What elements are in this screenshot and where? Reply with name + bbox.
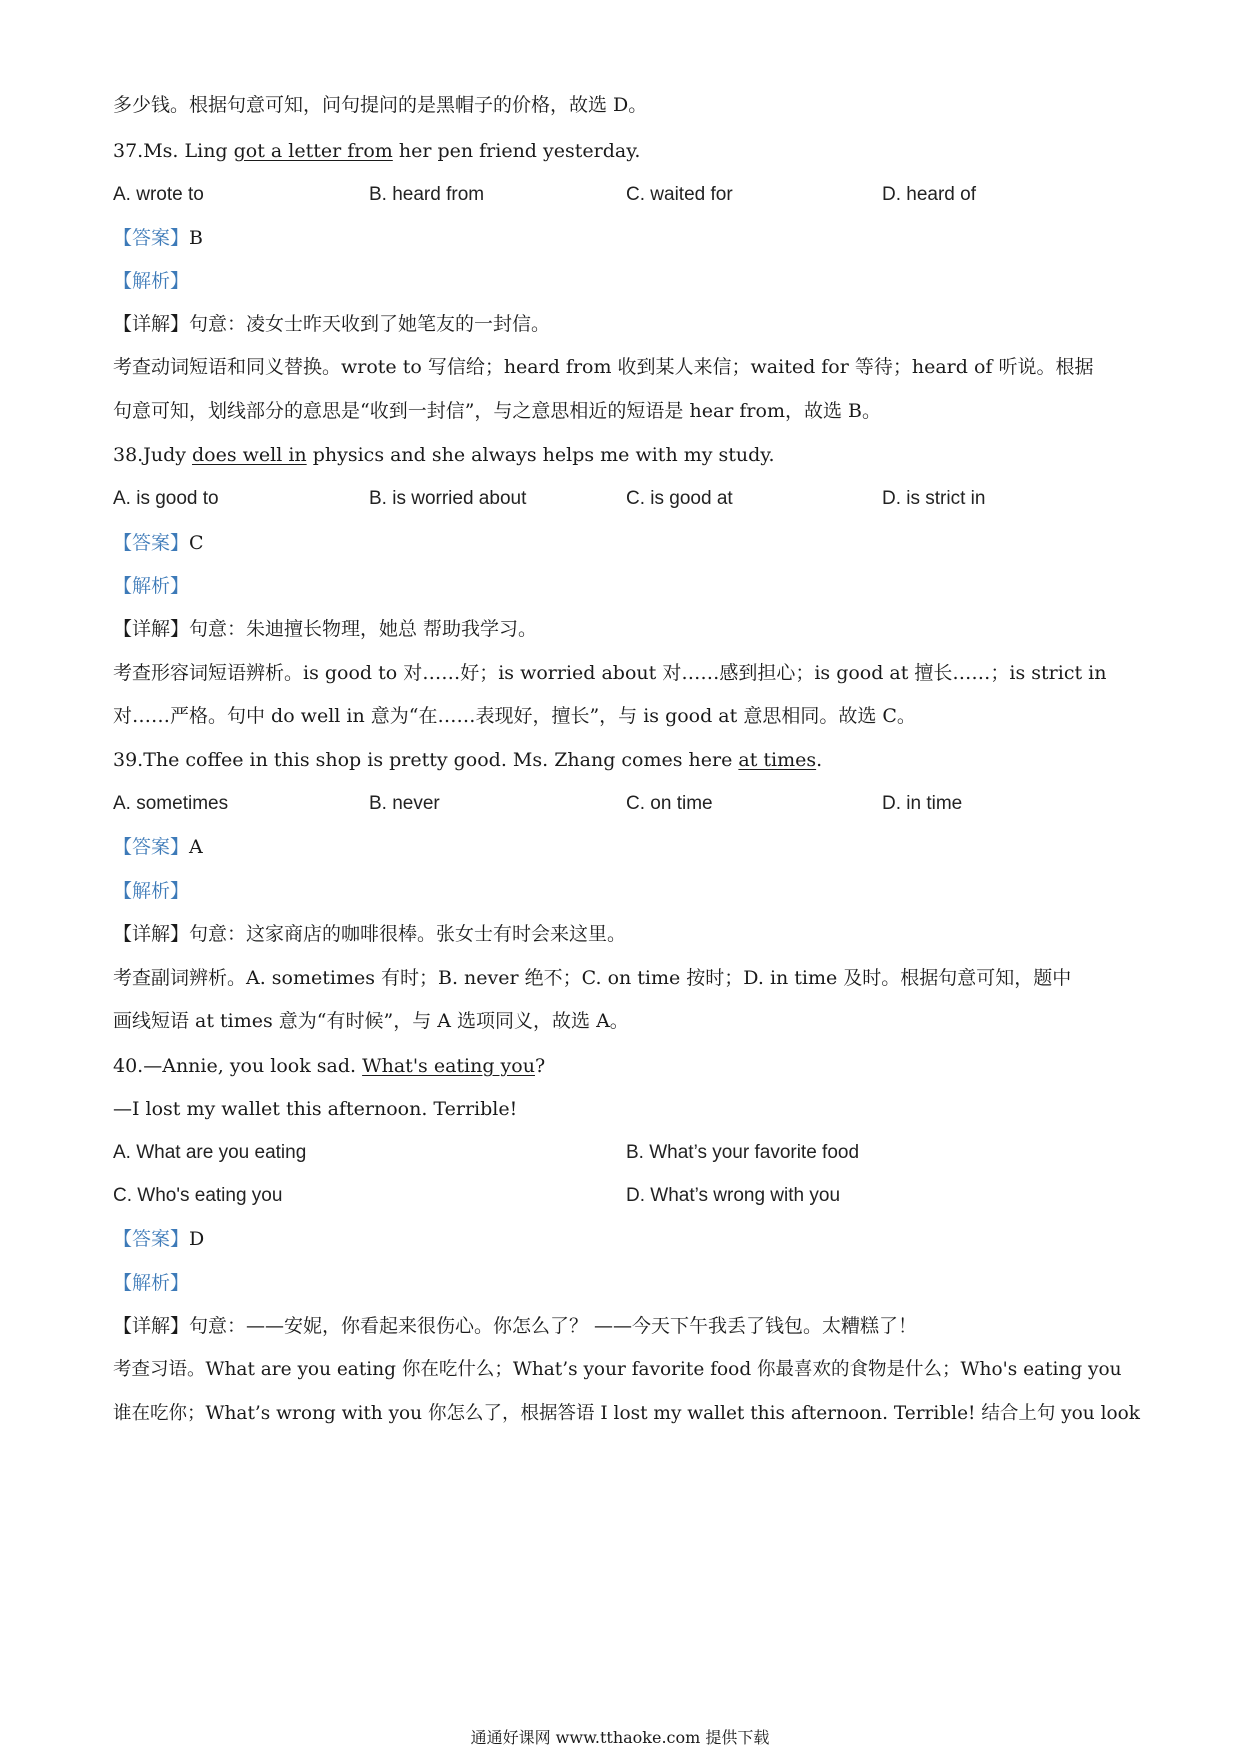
answer-value: B [189, 227, 203, 249]
explanation-line-2: 句意可知，划线部分的意思是“收到一封信”，与之意思相近的短语是 hear from，故选 B。 [113, 400, 881, 422]
answer-line [113, 834, 1133, 860]
detail-tag: 【详解】 [113, 618, 190, 640]
underlined-phrase: What's eating you [362, 1055, 535, 1077]
option-b: B. heard from [369, 184, 485, 205]
explanation-line-2: 对……严格。句中 do well in 意为“在……表现好，擅长”，与 is good at 意思相同。故选 C。 [113, 705, 916, 727]
answer-value: D [189, 1228, 205, 1250]
analysis-tag: 【解析】 [113, 270, 190, 292]
reply-line: —I lost my wallet this afternoon. Terrible! [113, 1098, 518, 1120]
detail-text: 句意：——安妮，你看起来很伤心。你怎么了？ ——今天下午我丢了钱包。太糟糕了！ [189, 1315, 918, 1337]
option-b: B. never [369, 793, 440, 814]
option-d: D. heard of [882, 184, 976, 205]
detail-line [113, 311, 1133, 337]
question-39 [113, 747, 1133, 773]
analysis-tag: 【解析】 [113, 1272, 190, 1294]
question-number: 39. [113, 749, 144, 771]
option-a: A. is good to [113, 488, 219, 509]
question-number: 38. [113, 444, 144, 466]
answer-tag: 【答案】 [113, 1228, 190, 1250]
question-text-pre: Ms. Ling [143, 140, 234, 162]
answer-line [113, 1226, 1133, 1252]
underlined-phrase: got a letter from [233, 140, 393, 162]
option-c: C. on time [626, 793, 713, 814]
explanation-line-1: 考查形容词短语辨析。is good to 对……好；is worried about 对……感到担心；is good at 擅长……；is strict in [113, 662, 1107, 684]
option-d: D. is strict in [882, 488, 986, 509]
detail-tag: 【详解】 [113, 313, 190, 335]
detail-tag: 【详解】 [113, 1315, 190, 1337]
question-text-post: her pen friend yesterday. [392, 140, 641, 162]
option-c: C. waited for [626, 184, 733, 205]
explanation-line-1: 考查副词辨析。A. sometimes 有时；B. never 绝不；C. on time 按时；D. in time 及时。根据句意可知，题中 [113, 967, 1072, 989]
answer-tag: 【答案】 [113, 227, 190, 249]
option-d: D. What’s wrong with you [626, 1185, 841, 1206]
explanation-line-2: 画线短语 at times 意为“有时候”，与 A 选项同义，故选 A。 [113, 1010, 629, 1032]
question-text-post: ? [534, 1055, 546, 1077]
option-c: C. Who's eating you [113, 1185, 283, 1206]
explanation-line-1: 考查动词短语和同义替换。wrote to 写信给；heard from 收到某人来信；waited for 等待；heard of 听说。根据 [113, 356, 1094, 378]
analysis-tag: 【解析】 [113, 575, 190, 597]
question-37 [113, 138, 1133, 164]
explanation-line-1: 考查习语。What are you eating 你在吃什么；What’s your favorite food 你最喜欢的食物是什么；Who's eating you [113, 1359, 1122, 1380]
continuation-line: 多少钱。根据句意可知，问句提问的是黑帽子的价格，故选 D。 [113, 94, 648, 116]
question-40 [113, 1053, 1133, 1079]
detail-text: 句意：朱迪擅长物理，她总 帮助我学习。 [189, 618, 538, 640]
option-a: A. wrote to [113, 184, 204, 205]
detail-line [113, 616, 1133, 642]
option-d: D. in time [882, 793, 963, 814]
question-number: 40. [113, 1055, 144, 1077]
underlined-phrase: at times [738, 749, 817, 771]
option-b: B. What’s your favorite food [626, 1142, 860, 1163]
answer-tag: 【答案】 [113, 532, 190, 554]
question-number: 37. [113, 140, 144, 162]
detail-text: 句意：这家商店的咖啡很棒。张女士有时会来这里。 [189, 923, 627, 945]
option-b: B. is worried about [369, 488, 527, 509]
analysis-tag: 【解析】 [113, 880, 190, 902]
detail-line [113, 1313, 1133, 1339]
page-footer: 通通好课网 www.tthaoke.com 提供下载 [470, 1728, 770, 1747]
answer-tag: 【答案】 [113, 836, 190, 858]
question-text-post: physics and she always helps me with my study. [306, 444, 775, 466]
answer-value: A [189, 836, 203, 858]
option-c: C. is good at [626, 488, 733, 509]
question-38 [113, 442, 1133, 468]
answer-value: C [189, 532, 204, 554]
detail-text: 句意：凌女士昨天收到了她笔友的一封信。 [189, 313, 551, 335]
answer-line [113, 225, 1133, 251]
detail-line [113, 921, 1133, 947]
question-text-pre: —Annie, you look sad. [143, 1055, 363, 1077]
question-text-pre: Judy [143, 444, 193, 466]
option-a: A. What are you eating [113, 1142, 307, 1163]
answer-line [113, 530, 1133, 556]
question-text-pre: The coffee in this shop is pretty good. Ms. Zhang comes here [143, 749, 739, 771]
detail-tag: 【详解】 [113, 923, 190, 945]
underlined-phrase: does well in [192, 444, 307, 466]
question-text-post: . [816, 749, 823, 771]
option-a: A. sometimes [113, 793, 229, 814]
explanation-line-2: 谁在吃你；What’s wrong with you 你怎么了，根据答语 I lost my wallet this afternoon. Terrible! 结合上句 you look [113, 1403, 1140, 1424]
